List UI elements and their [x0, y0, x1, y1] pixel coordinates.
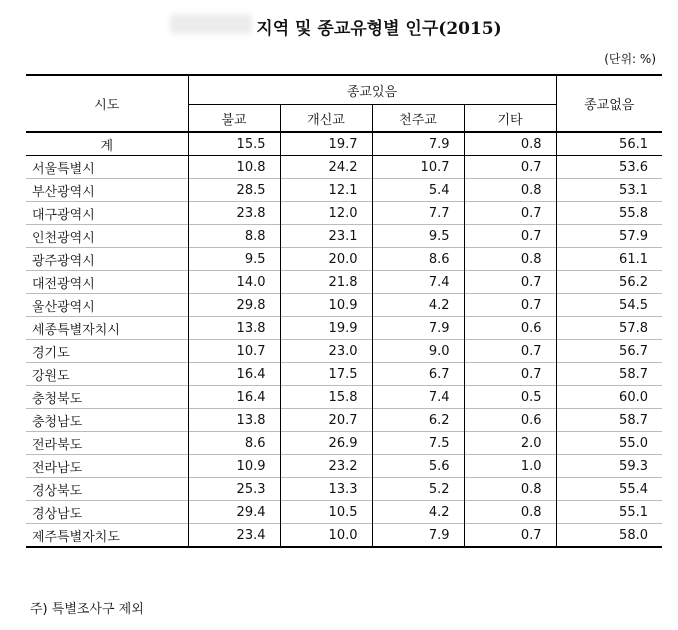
cell-buddhism: 10.9 [188, 455, 280, 478]
cell-buddhism: 23.4 [188, 524, 280, 548]
cell-buddhism: 13.8 [188, 317, 280, 340]
unit-label: (단위: %) [604, 52, 656, 66]
cell-catholic: 7.9 [372, 132, 464, 156]
cell-catholic: 7.9 [372, 317, 464, 340]
cell-none: 55.1 [619, 504, 648, 520]
cell-region: 전라북도 [26, 432, 188, 455]
cell-catholic: 5.4 [372, 179, 464, 202]
cell-protestant: 21.8 [280, 271, 372, 294]
header-no-religion: 종교없음 [556, 75, 662, 132]
cell-buddhism: 23.8 [188, 202, 280, 225]
cell-region: 인천광역시 [26, 225, 188, 248]
cell-none: 58.7 [619, 366, 648, 382]
cell-none: 58.7 [619, 412, 648, 428]
table-row [26, 248, 662, 271]
cell-other: 0.6 [464, 317, 556, 340]
cell-region: 대구광역시 [26, 202, 188, 225]
cell-catholic: 4.2 [372, 501, 464, 524]
table-row [26, 386, 662, 409]
cell-protestant: 10.9 [280, 294, 372, 317]
cell-none: 56.1 [619, 136, 648, 152]
table-row [26, 156, 662, 179]
cell-catholic: 6.2 [372, 409, 464, 432]
cell-catholic: 7.4 [372, 271, 464, 294]
table-row [26, 432, 662, 455]
cell-none: 60.0 [619, 389, 648, 405]
cell-other: 0.7 [464, 271, 556, 294]
cell-catholic: 7.9 [372, 524, 464, 548]
cell-buddhism: 14.0 [188, 271, 280, 294]
cell-buddhism: 10.7 [188, 340, 280, 363]
table-row [26, 294, 662, 317]
table-row [26, 409, 662, 432]
cell-other: 0.6 [464, 409, 556, 432]
cell-buddhism: 29.4 [188, 501, 280, 524]
cell-buddhism: 15.5 [188, 132, 280, 156]
cell-protestant: 23.2 [280, 455, 372, 478]
cell-none: 55.4 [619, 481, 648, 497]
cell-buddhism: 9.5 [188, 248, 280, 271]
header-buddhism: 불교 [188, 105, 280, 133]
cell-catholic: 7.5 [372, 432, 464, 455]
cell-buddhism: 16.4 [188, 386, 280, 409]
cell-other: 1.0 [464, 455, 556, 478]
cell-none: 61.1 [619, 251, 648, 267]
cell-protestant: 13.3 [280, 478, 372, 501]
cell-catholic: 5.2 [372, 478, 464, 501]
cell-region: 울산광역시 [26, 294, 188, 317]
cell-none: 53.6 [619, 159, 648, 175]
cell-protestant: 20.7 [280, 409, 372, 432]
table-row [26, 524, 662, 548]
cell-region: 서울특별시 [26, 156, 188, 179]
cell-region: 전라남도 [26, 455, 188, 478]
cell-protestant: 17.5 [280, 363, 372, 386]
table-row [26, 132, 662, 156]
cell-protestant: 24.2 [280, 156, 372, 179]
table-row [26, 271, 662, 294]
cell-other: 0.7 [464, 202, 556, 225]
cell-protestant: 15.8 [280, 386, 372, 409]
cell-protestant: 12.1 [280, 179, 372, 202]
cell-other: 0.7 [464, 524, 556, 548]
cell-other: 0.7 [464, 363, 556, 386]
cell-catholic: 4.2 [372, 294, 464, 317]
cell-region: 제주특별자치도 [26, 524, 188, 548]
cell-catholic: 9.5 [372, 225, 464, 248]
cell-buddhism: 28.5 [188, 179, 280, 202]
cell-none: 55.8 [619, 205, 648, 221]
header-protestant: 개신교 [280, 105, 372, 133]
header-region: 시도 [26, 75, 188, 132]
cell-buddhism: 8.8 [188, 225, 280, 248]
cell-other: 0.7 [464, 340, 556, 363]
cell-catholic: 7.7 [372, 202, 464, 225]
cell-region: 광주광역시 [26, 248, 188, 271]
cell-none: 56.7 [619, 343, 648, 359]
cell-protestant: 23.1 [280, 225, 372, 248]
cell-other: 0.8 [464, 179, 556, 202]
table-row [26, 340, 662, 363]
cell-region: 경기도 [26, 340, 188, 363]
cell-protestant: 10.5 [280, 501, 372, 524]
cell-protestant: 19.7 [280, 132, 372, 156]
cell-none: 53.1 [619, 182, 648, 198]
cell-protestant: 23.0 [280, 340, 372, 363]
cell-none: 58.0 [619, 527, 648, 543]
cell-catholic: 5.6 [372, 455, 464, 478]
table-row [26, 179, 662, 202]
cell-buddhism: 16.4 [188, 363, 280, 386]
cell-none: 55.0 [619, 435, 648, 451]
table-row [26, 317, 662, 340]
religion-population-table [26, 74, 662, 548]
cell-other: 0.7 [464, 294, 556, 317]
table-row [26, 501, 662, 524]
cell-buddhism: 8.6 [188, 432, 280, 455]
cell-other: 0.8 [464, 501, 556, 524]
cell-region: 계 [26, 132, 188, 156]
table-row [26, 363, 662, 386]
cell-region: 경상북도 [26, 478, 188, 501]
cell-none: 57.8 [619, 320, 648, 336]
cell-other: 0.7 [464, 156, 556, 179]
cell-other: 0.7 [464, 225, 556, 248]
table-row [26, 225, 662, 248]
cell-none: 57.9 [619, 228, 648, 244]
cell-protestant: 26.9 [280, 432, 372, 455]
cell-other: 2.0 [464, 432, 556, 455]
header-other: 기타 [497, 112, 523, 128]
cell-other: 0.8 [464, 132, 556, 156]
cell-protestant: 20.0 [280, 248, 372, 271]
cell-none: 54.5 [619, 297, 648, 313]
cell-none: 56.2 [619, 274, 648, 290]
table-row [26, 202, 662, 225]
cell-region: 대전광역시 [26, 271, 188, 294]
cell-protestant: 12.0 [280, 202, 372, 225]
cell-other: 0.8 [464, 478, 556, 501]
cell-catholic: 7.4 [372, 386, 464, 409]
cell-region: 부산광역시 [26, 179, 188, 202]
cell-buddhism: 29.8 [188, 294, 280, 317]
cell-region: 세종특별자치시 [26, 317, 188, 340]
header-has-religion: 종교있음 [188, 75, 556, 105]
cell-catholic: 8.6 [372, 248, 464, 271]
cell-other: 0.5 [464, 386, 556, 409]
header-catholic: 천주교 [372, 105, 464, 133]
cell-buddhism: 10.8 [188, 156, 280, 179]
table-row [26, 455, 662, 478]
table-body [26, 132, 662, 547]
cell-catholic: 10.7 [372, 156, 464, 179]
cell-buddhism: 13.8 [188, 409, 280, 432]
cell-catholic: 9.0 [372, 340, 464, 363]
cell-region: 강원도 [26, 363, 188, 386]
cell-protestant: 10.0 [280, 524, 372, 548]
cell-region: 충청북도 [26, 386, 188, 409]
cell-other: 0.8 [464, 248, 556, 271]
cell-catholic: 6.7 [372, 363, 464, 386]
cell-buddhism: 25.3 [188, 478, 280, 501]
footnote: 주) 특별조사구 제외 [30, 602, 144, 617]
cell-region: 충청남도 [26, 409, 188, 432]
cell-none: 59.3 [619, 458, 648, 474]
table-row [26, 478, 662, 501]
cell-protestant: 19.9 [280, 317, 372, 340]
page-title: 지역 및 종교유형별 인구(2015) [256, 19, 502, 39]
cell-region: 경상남도 [26, 501, 188, 524]
